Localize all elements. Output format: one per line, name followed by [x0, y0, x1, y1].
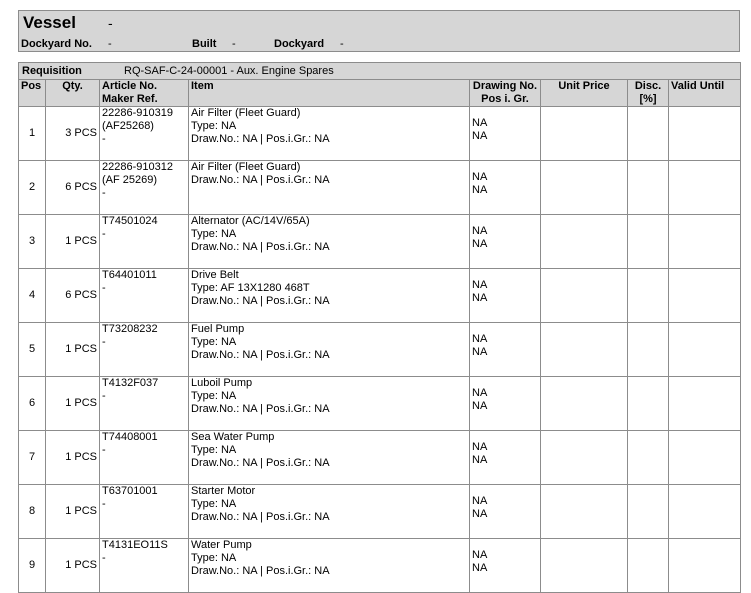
cell-item: Air Filter (Fleet Guard) Type: NA Draw.No.: NA | Pos.i.Gr.: NA	[189, 107, 470, 161]
cell-drawing: NA NA	[470, 161, 541, 215]
table-row	[19, 485, 741, 539]
cell-qty: 1 PCS	[46, 485, 100, 539]
cell-item: Air Filter (Fleet Guard) Draw.No.: NA | Pos.i.Gr.: NA	[189, 161, 470, 215]
cell-disc[interactable]	[628, 161, 669, 215]
cell-valid-until[interactable]	[669, 107, 741, 161]
col-qty: Qty.	[46, 80, 100, 107]
cell-disc[interactable]	[628, 377, 669, 431]
dockyard-label: Dockyard	[274, 38, 325, 50]
cell-drawing: NA NA	[470, 215, 541, 269]
cell-item: Starter Motor Type: NA Draw.No.: NA | Pos.i.Gr.: NA	[189, 485, 470, 539]
built-label: Built	[192, 38, 217, 50]
cell-valid-until[interactable]	[669, 323, 741, 377]
col-article: Article No. Maker Ref.	[100, 80, 189, 107]
cell-disc[interactable]	[628, 431, 669, 485]
requisition-row	[19, 63, 741, 80]
col-item: Item	[189, 80, 470, 107]
cell-unit-price[interactable]	[541, 431, 628, 485]
cell-valid-until[interactable]	[669, 539, 741, 593]
cell-unit-price[interactable]	[541, 377, 628, 431]
requisition-value: RQ-SAF-C-24-00001 - Aux. Engine Spares	[124, 64, 334, 77]
cell-unit-price[interactable]	[541, 539, 628, 593]
vessel-label: Vessel	[23, 13, 76, 32]
cell-pos: 6	[19, 377, 46, 431]
cell-pos: 7	[19, 431, 46, 485]
cell-item: Sea Water Pump Type: NA Draw.No.: NA | Pos.i.Gr.: NA	[189, 431, 470, 485]
table-row	[19, 431, 741, 485]
cell-disc[interactable]	[628, 539, 669, 593]
cell-qty: 6 PCS	[46, 269, 100, 323]
table-header	[19, 80, 741, 107]
cell-valid-until[interactable]	[669, 377, 741, 431]
cell-drawing: NA NA	[470, 539, 541, 593]
cell-article: 22286-910319 (AF25268) -	[100, 107, 189, 161]
cell-article: T73208232 -	[100, 323, 189, 377]
dockyard-value: -	[340, 38, 344, 50]
cell-pos: 8	[19, 485, 46, 539]
cell-disc[interactable]	[628, 485, 669, 539]
dockyard-no-label: Dockyard No.	[21, 38, 92, 50]
cell-pos: 5	[19, 323, 46, 377]
col-disc: Disc. [%]	[628, 80, 669, 107]
cell-pos: 2	[19, 161, 46, 215]
cell-drawing: NA NA	[470, 377, 541, 431]
cell-qty: 1 PCS	[46, 539, 100, 593]
table-row	[19, 215, 741, 269]
cell-item: Alternator (AC/14V/65A) Type: NA Draw.No.: NA | Pos.i.Gr.: NA	[189, 215, 470, 269]
table-row	[19, 323, 741, 377]
cell-drawing: NA NA	[470, 323, 541, 377]
cell-item: Luboil Pump Type: NA Draw.No.: NA | Pos.i.Gr.: NA	[189, 377, 470, 431]
cell-article: 22286-910312 (AF 25269) -	[100, 161, 189, 215]
table-row	[19, 269, 741, 323]
cell-pos: 1	[19, 107, 46, 161]
cell-drawing: NA NA	[470, 431, 541, 485]
cell-valid-until[interactable]	[669, 431, 741, 485]
cell-item: Water Pump Type: NA Draw.No.: NA | Pos.i.Gr.: NA	[189, 539, 470, 593]
requisition-label: Requisition	[22, 64, 82, 77]
dockyard-no-value: -	[108, 38, 112, 50]
cell-article: T4131EO11S -	[100, 539, 189, 593]
col-valid-until: Valid Until	[669, 80, 741, 107]
cell-unit-price[interactable]	[541, 107, 628, 161]
cell-pos: 3	[19, 215, 46, 269]
col-pos: Pos	[19, 80, 46, 107]
vessel-header	[18, 10, 740, 52]
cell-article: T64401011 -	[100, 269, 189, 323]
table-row	[19, 539, 741, 593]
vessel-value: -	[108, 15, 113, 31]
cell-article: T74408001 -	[100, 431, 189, 485]
cell-article: T74501024 -	[100, 215, 189, 269]
cell-qty: 1 PCS	[46, 377, 100, 431]
cell-drawing: NA NA	[470, 107, 541, 161]
table-row	[19, 377, 741, 431]
cell-unit-price[interactable]	[541, 161, 628, 215]
cell-valid-until[interactable]	[669, 215, 741, 269]
cell-unit-price[interactable]	[541, 485, 628, 539]
cell-unit-price[interactable]	[541, 215, 628, 269]
cell-disc[interactable]	[628, 107, 669, 161]
cell-item: Fuel Pump Type: NA Draw.No.: NA | Pos.i.Gr.: NA	[189, 323, 470, 377]
cell-unit-price[interactable]	[541, 269, 628, 323]
cell-valid-until[interactable]	[669, 269, 741, 323]
cell-qty: 6 PCS	[46, 161, 100, 215]
cell-qty: 3 PCS	[46, 107, 100, 161]
cell-drawing: NA NA	[470, 485, 541, 539]
cell-valid-until[interactable]	[669, 485, 741, 539]
col-unit-price: Unit Price	[541, 80, 628, 107]
cell-valid-until[interactable]	[669, 161, 741, 215]
table-row	[19, 107, 741, 161]
cell-article: T4132F037 -	[100, 377, 189, 431]
cell-unit-price[interactable]	[541, 323, 628, 377]
cell-qty: 1 PCS	[46, 323, 100, 377]
cell-disc[interactable]	[628, 323, 669, 377]
cell-disc[interactable]	[628, 215, 669, 269]
cell-pos: 4	[19, 269, 46, 323]
cell-qty: 1 PCS	[46, 431, 100, 485]
table-row	[19, 161, 741, 215]
cell-item: Drive Belt Type: AF 13X1280 468T Draw.No.: NA | Pos.i.Gr.: NA	[189, 269, 470, 323]
requisition-table	[18, 62, 741, 593]
cell-disc[interactable]	[628, 269, 669, 323]
cell-article: T63701001 -	[100, 485, 189, 539]
col-drawing: Drawing No. Pos i. Gr.	[470, 80, 541, 107]
built-value: -	[232, 38, 236, 50]
cell-qty: 1 PCS	[46, 215, 100, 269]
cell-pos: 9	[19, 539, 46, 593]
cell-drawing: NA NA	[470, 269, 541, 323]
